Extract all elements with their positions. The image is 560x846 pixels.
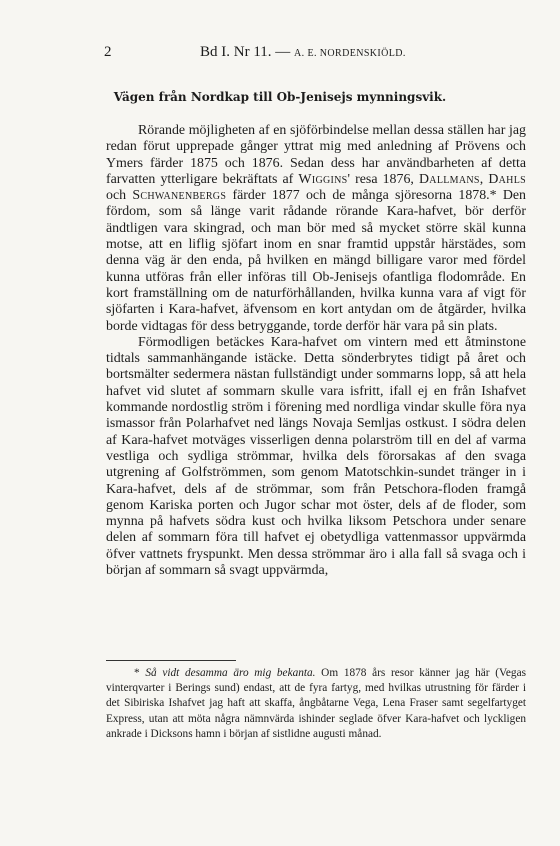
text-segment: Rörande möjligheten af en sjöförbindelse mellan dessa ställen har jag redan förut upprepade gånger yttrat mig med anledning af Prövens och Ymers färder 1875 och 1876. Sedan dess har användbarheten af detta farvatten ytterligare bekräftats af <box>106 123 526 187</box>
text-segment: ' resa 1876, <box>347 171 419 187</box>
text-segment: färder 1877 och de många sjöresorna 1878.* Den fördom, som så länge varit rådande rörande Kara-hafvet, bör derför ändtligen vara skingrad, och man bör med så mycket större skäl kunna motse, att en liflig sjöfart inom en snar framtid uppstår härstädes, som denna väg är den enda, på hvilken en mängd billigare varor med fördel kunna utföras från eller införas till Ob-Jenisejs ofantliga flodområde. En kort framställning om de naturförhållanden, hvilka kunna vara af vigt för sjöfarten i Kara-hafvet, äfvensom en kort antydan om de åtgärder, hvilka borde vidtagas för dess betryggande, torde derför här vara på sin plats. <box>106 188 526 334</box>
page-header <box>104 44 494 64</box>
paragraph <box>106 335 526 579</box>
author-name: A. E. NORDENSKIÖLD. <box>294 48 406 59</box>
paragraph <box>106 123 526 335</box>
footnote-divider <box>106 660 236 661</box>
text-segment: Om 1878 års resor känner jag här (Vegas vinterqvarter i Berings sund) endast, att de fyra fartyg, med hvilkas utrustning för färder i det Sibiriska Ishafvet jag haft att skaffa, ångbåtarne Vega, Lena Fraser samt segelfartyget Express, utan att möta några nämnvärda ishinder seglade öfver Kara-hafvet och lyckligen ankrade i Dicksons hamn i början af sistlidne augusti månad. <box>106 667 526 740</box>
body-text <box>106 123 526 579</box>
footnote-marker: * <box>134 667 146 679</box>
footnote-text <box>106 666 526 742</box>
name-dallmans: Dallmans <box>418 171 480 187</box>
name-dahls: Dahls <box>488 171 526 187</box>
article-title: Vägen från Nordkap till Ob-Jenisejs mynningsvik. <box>113 90 447 104</box>
journal-reference: Bd I. Nr 11. — <box>200 44 291 60</box>
text-segment: Förmodligen betäckes Kara-hafvet om vintern med ett åtminstone tidtals sammanhängande istäcke. Detta sönderbrytes tidigt på året och bortsmälter sedermera nästan fullständigt under sommarns lopp, så att hela hafvet vid slutet af sommarn skulle vara isfritt, ifall ej en från Ishafvet kommande nordostlig ström i förening med nordliga vindar skulle föra nya ismassor från Polarhafvet ned längs Novaja Semljas ostkust. I södra delen af Kara-hafvet motväges visserligen denna polarström till en del af varma vestliga och sydliga strömmar, hvilka dels förorsakas af den svaga utgrening af Golfströmmen, som genom Matotschkin-sundet tränger in i Kara-hafvet, dels af de strömmar, som från Petschora-floden framgå genom Kariska porten och Jugor schar mot öster, dels af de floder, som mynna på hafvets södra kust och hvilka liksom Petschora under senare delen af sommarn föra till hafvet ej obetydliga vattenmassor uppvärmda öfver vattnets fryspunkt. Men dessa strömmar äro i alla fall så svaga och i början af sommarn så svagt uppvärmda, <box>106 334 526 579</box>
name-schwanenbergs: Schwanenbergs <box>132 188 227 204</box>
running-head <box>200 44 406 61</box>
text-segment: och <box>106 188 133 204</box>
name-wiggins: Wiggins <box>298 171 348 187</box>
page-number: 2 <box>104 44 112 60</box>
footnote-italic-text: Så vidt desamma äro mig bekanta. <box>145 667 316 679</box>
footnote <box>106 666 526 742</box>
text-segment: , <box>479 171 489 187</box>
